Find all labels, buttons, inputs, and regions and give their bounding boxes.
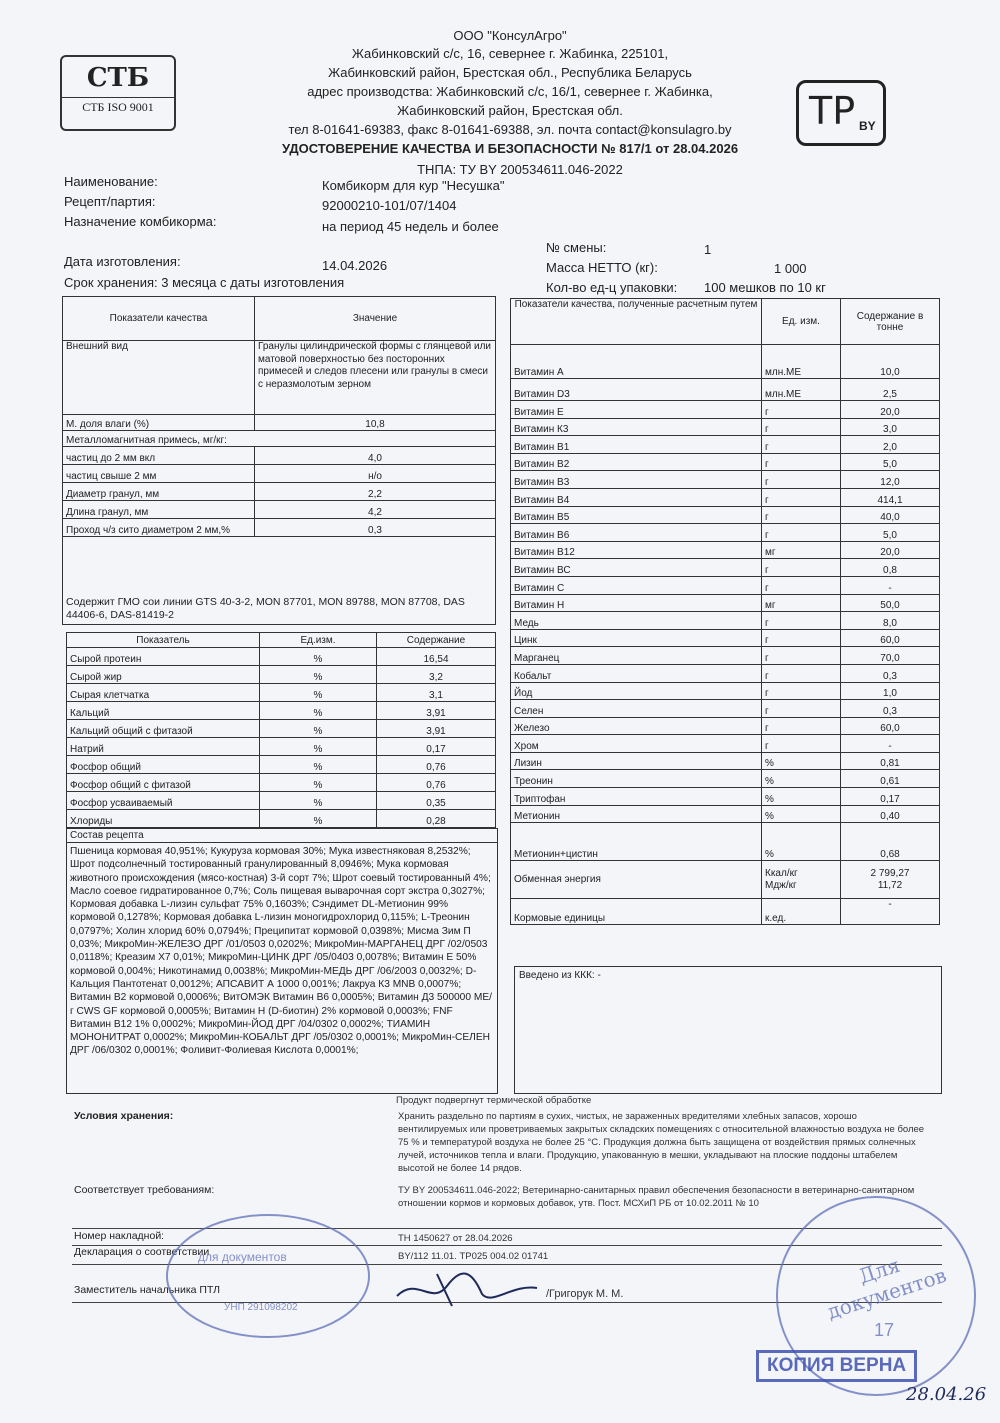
tr-sub: BY: [859, 119, 876, 133]
nutrient-name: Сырая клетчатка: [67, 684, 260, 702]
kkk-text: Введено из ККК: -: [519, 970, 601, 981]
calc-name: Витамин В6: [511, 524, 762, 542]
calc-name: Медь: [511, 612, 762, 630]
row-label: Металломагнитная примесь, мг/кг:: [63, 431, 496, 447]
calc-name: Цинк: [511, 629, 762, 647]
table-row: [511, 752, 940, 770]
calc-value: 50,0: [841, 594, 940, 612]
shift-value: 1: [704, 242, 712, 257]
row-label: частиц свыше 2 мм: [63, 465, 255, 483]
calc-unit: г: [762, 664, 841, 682]
table-row: [511, 823, 940, 861]
deputy-label: Заместитель начальника ПТЛ: [74, 1284, 221, 1296]
nutrient-value: 3,1: [377, 684, 496, 702]
calc-unit: г: [762, 576, 841, 594]
nutrient-name: Сырой протеин: [67, 648, 260, 666]
calc-unit: %: [762, 823, 841, 861]
energy-name: Обменная энергия: [511, 861, 762, 899]
calc-value: -: [841, 735, 940, 753]
calc-value: 5,0: [841, 453, 940, 471]
calc-value: 0,61: [841, 770, 940, 788]
table-row: [67, 738, 496, 756]
table-row: [67, 810, 496, 828]
stb-iso-logo: [60, 55, 176, 131]
calc-value: 12,0: [841, 471, 940, 489]
table-row: [511, 488, 940, 506]
table-row: [511, 471, 940, 489]
calc-value: 0,68: [841, 823, 940, 861]
table-row: [67, 720, 496, 738]
nutrient-unit: %: [260, 684, 377, 702]
table-row: [67, 666, 496, 684]
calc-unit: г: [762, 629, 841, 647]
calc-unit: мг: [762, 594, 841, 612]
pack-value: 100 мешков по 10 кг: [704, 280, 826, 295]
nutrient-value: 3,91: [377, 702, 496, 720]
calc-value: 70,0: [841, 647, 940, 665]
row-label: Проход ч/з сито диаметром 2 мм,%: [63, 519, 255, 537]
purpose-value: на период 45 недель и более: [322, 219, 499, 234]
calc-value: 8,0: [841, 612, 940, 630]
nutrient-unit: %: [260, 720, 377, 738]
row-label: Длина гранул, мм: [63, 501, 255, 519]
energy-value-1: 2 799,27: [870, 867, 910, 879]
calc-name: Железо: [511, 717, 762, 735]
recipe-text: Пшеница кормовая 40,951%; Кукуруза кормовая 30%; Мука известняковая 8,2532%; Шрот подсолнечный тостированный гранулированный 8,0946%; Мука кормовая животного происхождения (мясо-костная) 3-й сорт 7%; Шрот соевый тостированный 4%; Масло соевое гидратированное 0,7%; Соль пищевая выварочная сорт экстра 0,3027%; Кормовая добавка L-лизин сульфат 75% 0,1603%; Сэндимет DL-Метионин 99% кормовой 0,1278%; Кормовая добавка L-лизин моногидрохлорид 0,115%; L-Треонин 0,0797%; Холин хлорид 60% 0,0794%; Преципитат кормовой 0,0398%; Мисма Зим П 0,03%; МикроМин-ЖЕЛЕЗО ДРГ /01/0503 0,0202%; МикроМин-МАРГАНЕЦ ДРГ /02/0503 0,0118%; Креазим Х7 0,01%; МикроМин-ЦИНК ДРГ /05/0403 0,0078%; Витамин Е 50% кормовой 0,004%; Никотинамид 0,0038%; МикроМин-МЕДЬ ДРГ /06/2003 0,0032%; D-Кальция Пантотенат 0,0012%; АПСАВИТ А 1000 0,001%; Лакруа К3 MNB 0,0007%; Витамин В2 кормовой 0,0006%; ВитОМЭК Витамин В6 0,0005%; Витамин Д3 500000 МЕ/г CWS GF кормовой 0,0005%; Витамин Н (D-биотин) 2% кормовой 0,0003%; FNF Витамин В12 1% 0,0002%; МикроМин-ЙОД ДРГ /04/0302 0,0002%; ТИАМИН МОНОНИТРАТ 0,0002%; МикроМин-КОБАЛЬТ ДРГ /05/0302 0,0001%; МикроМин-СЕЛЕН ДРГ /06/0302 0,0001%; Фоливит-Фолиевая Кислота 0,0001%;: [70, 846, 492, 1057]
row-label: частиц до 2 мм вкл: [63, 447, 255, 465]
calc-value: 40,0: [841, 506, 940, 524]
calc-name: Витамин D3: [511, 379, 762, 401]
quality-table: [62, 296, 496, 625]
table-row: [67, 792, 496, 810]
table-row: [511, 576, 940, 594]
table-row: [511, 647, 940, 665]
table-row: [67, 756, 496, 774]
table-row: [63, 341, 496, 415]
table-row: [63, 431, 496, 447]
energy-values: [841, 861, 940, 899]
calc-value: 2,0: [841, 436, 940, 454]
nutrient-name: Фосфор усваиваемый: [67, 792, 260, 810]
table-row: [67, 774, 496, 792]
storage-text: Хранить раздельно по партиям в сухих, чистых, не зараженных вредителями хлебных запасов, хорошо вентилируемых или проветриваемых закрытых складских помещениях с относительной влажностью воздуха не более 75 % и температурой воздуха не более 25 °С. Продукция должна быть защищена от воздействия прямых солнечных лучей, источников тепла и влаги. Продукцию, упакованную в мешки, укладывают на плоские поддоны штабелем высотой не более 14 рядов.: [398, 1111, 925, 1174]
signature: [392, 1266, 542, 1310]
nutrient-unit: %: [260, 756, 377, 774]
appearance-label: Внешний вид: [63, 341, 255, 415]
calc-name: Витамин В1: [511, 436, 762, 454]
calc-value: 0,8: [841, 559, 940, 577]
calc-name: Витамин В3: [511, 471, 762, 489]
calc-name: Лизин: [511, 752, 762, 770]
calc-unit: г: [762, 471, 841, 489]
calc-unit: г: [762, 506, 841, 524]
calc-unit: г: [762, 700, 841, 718]
tnpa-line: ТНПА: ТУ BY 200534611.046-2022: [417, 162, 623, 177]
table-row: [511, 805, 940, 823]
nutrient-value: 0,28: [377, 810, 496, 828]
row-label: М. доля влаги (%): [63, 415, 255, 431]
stb-caption: СТБ ISO 9001: [62, 97, 174, 115]
row-label: Диаметр гранул, мм: [63, 483, 255, 501]
address-line-3: адрес производства: Жабинковский с/с, 16/1, севернее г. Жабинка,: [307, 84, 713, 99]
nutrient-unit: %: [260, 774, 377, 792]
calc-unit: г: [762, 559, 841, 577]
calc-unit: г: [762, 612, 841, 630]
kkk-box: [514, 966, 942, 1094]
calc-name: Йод: [511, 682, 762, 700]
feed-units-row: [511, 899, 940, 925]
calc-value: 1,0: [841, 682, 940, 700]
deputy-name: /Григорук М. М.: [546, 1288, 624, 1300]
table-row: [511, 594, 940, 612]
calc-unit: %: [762, 788, 841, 806]
nutrient-value: 3,2: [377, 666, 496, 684]
calc-name: Витамин Н: [511, 594, 762, 612]
row-value: 0,3: [255, 519, 496, 537]
energy-value-2: 11,72: [877, 879, 903, 891]
address-line-4: Жабинковский район, Брестская обл.: [397, 103, 623, 118]
gmo-row: [63, 537, 496, 625]
date-label: Дата изготовления:: [64, 254, 181, 269]
calc-name: Марганец: [511, 647, 762, 665]
calc-unit: г: [762, 647, 841, 665]
table-row: [511, 664, 940, 682]
nutrient-name: Фосфор общий: [67, 756, 260, 774]
table-row: [67, 684, 496, 702]
table-row: [511, 629, 940, 647]
calc-value: 0,3: [841, 664, 940, 682]
calc-name: Витамин В2: [511, 453, 762, 471]
calc-name: Витамин ВС: [511, 559, 762, 577]
nutrient-name: Кальций: [67, 702, 260, 720]
calc-unit: г: [762, 524, 841, 542]
table-row: [511, 717, 940, 735]
address-line-1: Жабинковский с/с, 16, севернее г. Жабинка, 225101,: [351, 46, 669, 61]
nutrient-value: 0,76: [377, 774, 496, 792]
mass-value: 1 000: [774, 261, 807, 276]
calc-value: -: [841, 576, 940, 594]
table-row: [63, 465, 496, 483]
name-value: Комбикорм для кур "Несушка": [322, 178, 505, 193]
nutrient-unit: %: [260, 738, 377, 756]
recipe-value: 92000210-101/07/1404: [322, 198, 457, 213]
name-label: Наименование:: [64, 174, 158, 189]
calc-value: 20,0: [841, 401, 940, 419]
table-row: [511, 379, 940, 401]
contacts-line: тел 8-01641-69383, факс 8-01641-69388, эл. почта contact@konsulagro.by: [288, 122, 732, 137]
table-row: [511, 345, 940, 379]
calc-value: 10,0: [841, 345, 940, 379]
calc-header-3: Содержание в тонне: [841, 299, 940, 345]
feed-units-unit: к.ед.: [762, 899, 841, 925]
table-row: [511, 682, 940, 700]
calc-name: Витамин Е: [511, 401, 762, 419]
table-row: [511, 506, 940, 524]
feed-units-name: Кормовые единицы: [511, 899, 762, 925]
calc-header-1: Показатели качества, полученные расчетным путем: [511, 299, 762, 345]
energy-row: [511, 861, 940, 899]
calc-value: 0,40: [841, 805, 940, 823]
handwritten-date: 28.04.26: [906, 1384, 987, 1405]
calc-name: Витамин К3: [511, 418, 762, 436]
calc-name: Хром: [511, 735, 762, 753]
declaration-label: Декларация о соответствии: [74, 1246, 210, 1258]
calc-unit: г: [762, 436, 841, 454]
calc-unit: г: [762, 682, 841, 700]
row-value: 4,0: [255, 447, 496, 465]
table-row: [511, 559, 940, 577]
nutrient-name: Кальций общий с фитазой: [67, 720, 260, 738]
nutrient-name: Фосфор общий с фитазой: [67, 774, 260, 792]
table-row: [511, 770, 940, 788]
calc-name: Витамин С: [511, 576, 762, 594]
calc-value: 414,1: [841, 488, 940, 506]
nutrient-name: Хлориды: [67, 810, 260, 828]
table-row: [511, 700, 940, 718]
table-row: [511, 788, 940, 806]
compliance-label: Соответствует требованиям:: [74, 1184, 215, 1196]
table-row: [63, 501, 496, 519]
calc-name: Витамин В4: [511, 488, 762, 506]
energy-unit-2: Мдж/кг: [765, 879, 797, 891]
nutrients-header-3: Содержание: [377, 633, 496, 648]
compliance-text: ТУ BY 200534611.046-2022; Ветеринарно-санитарных правил обеспечения безопасности в ветеринарно-санитарном отношении кормов и кормовых добавок, утв. Пост. МСХиП РБ от 10.02.2011 № 10: [398, 1185, 915, 1209]
calc-name: Витамин В12: [511, 541, 762, 559]
calc-unit: млн.МЕ: [762, 379, 841, 401]
nutrient-value: 0,76: [377, 756, 496, 774]
stamp-right-number: 17: [874, 1320, 895, 1340]
declaration-value: BY/112 11.01. ТР025 004.02 01741: [398, 1251, 549, 1262]
recipe-label: Рецепт/партия:: [64, 194, 156, 209]
table-row: [67, 648, 496, 666]
table-row: [511, 524, 940, 542]
table-row: [63, 447, 496, 465]
nutrient-value: 3,91: [377, 720, 496, 738]
nutrients-header-2: Ед.изм.: [260, 633, 377, 648]
nutrient-value: 0,35: [377, 792, 496, 810]
calc-value: 5,0: [841, 524, 940, 542]
tr-by-logo: [796, 80, 886, 146]
calc-value: 0,3: [841, 700, 940, 718]
calc-unit: г: [762, 401, 841, 419]
calc-unit: г: [762, 717, 841, 735]
calc-name: Селен: [511, 700, 762, 718]
nutrient-name: Сырой жир: [67, 666, 260, 684]
round-stamp-left: [166, 1214, 370, 1338]
invoice-label: Номер накладной:: [74, 1230, 165, 1242]
table-row: [63, 415, 496, 431]
table-row: [511, 453, 940, 471]
nutrient-unit: %: [260, 702, 377, 720]
quality-header-2: Значение: [255, 297, 496, 341]
stamp-right-text: Для документов: [824, 1252, 950, 1324]
nutrient-value: 0,17: [377, 738, 496, 756]
table-row: [511, 735, 940, 753]
calc-unit: г: [762, 488, 841, 506]
calc-unit: г: [762, 735, 841, 753]
table-row: [511, 418, 940, 436]
table-row: [63, 483, 496, 501]
nutrient-unit: %: [260, 666, 377, 684]
stb-mark: СТБ: [86, 63, 150, 93]
mass-label: Масса НЕТТО (кг):: [546, 260, 658, 275]
calc-value: 0,17: [841, 788, 940, 806]
table-row: [67, 702, 496, 720]
table-row: [511, 436, 940, 454]
nutrient-unit: %: [260, 810, 377, 828]
energy-unit-1: Ккал/кг: [765, 867, 798, 879]
nutrient-name: Натрий: [67, 738, 260, 756]
appearance-value: Гранулы цилиндрической формы с глянцевой или матовой поверхностью без посторонних примесей и следов плесени или гранулы в смеси с неразмолотым зерном: [255, 341, 496, 415]
calc-unit: мг: [762, 541, 841, 559]
nutrients-table: [66, 632, 496, 828]
table-row: [63, 519, 496, 537]
calc-value: 2,5: [841, 379, 940, 401]
calc-name: Витамин В5: [511, 506, 762, 524]
shift-label: № смены:: [546, 240, 607, 255]
calc-name: Триптофан: [511, 788, 762, 806]
calc-name: Кобальт: [511, 664, 762, 682]
nutrient-value: 16,54: [377, 648, 496, 666]
row-value: 4,2: [255, 501, 496, 519]
nutrients-header-1: Показатель: [67, 633, 260, 648]
calc-value: 3,0: [841, 418, 940, 436]
table-row: [511, 401, 940, 419]
calc-name: Витамин А: [511, 345, 762, 379]
tr-main: TP: [809, 89, 856, 133]
invoice-value: ТН 1450627 от 28.04.2026: [398, 1233, 513, 1244]
heat-treatment-note: Продукт подвергнут термической обработке: [396, 1095, 592, 1106]
calc-value: 60,0: [841, 629, 940, 647]
address-line-2: Жабинковский район, Брестская обл., Республика Беларусь: [328, 65, 692, 80]
calc-unit: г: [762, 418, 841, 436]
company-name: ООО "КонсулАгро": [453, 28, 567, 43]
date-value: 14.04.2026: [322, 258, 388, 273]
calc-value: 0,81: [841, 752, 940, 770]
calc-unit: г: [762, 453, 841, 471]
row-value: н/о: [255, 465, 496, 483]
calc-unit: %: [762, 770, 841, 788]
nutrient-unit: %: [260, 648, 377, 666]
row-value: 10,8: [255, 415, 496, 431]
nutrient-unit: %: [260, 792, 377, 810]
gmo-note: Содержит ГМО сои линии GTS 40-3-2, MON 87701, MON 89788, MON 87708, DAS 44406-6, DAS-81419-2: [63, 537, 496, 625]
certificate-title: УДОСТОВЕРЕНИЕ КАЧЕСТВА И БЕЗОПАСНОСТИ № 817/1 от 28.04.2026: [281, 141, 739, 156]
calc-name: Метионин+цистин: [511, 823, 762, 861]
energy-units: [762, 861, 841, 899]
calc-value: 20,0: [841, 541, 940, 559]
shelf-life: Срок хранения: 3 месяца с даты изготовления: [64, 275, 345, 290]
calculated-table: [510, 298, 940, 925]
recipe-box: [66, 828, 498, 1094]
pack-label: Кол-во ед-ц упаковки:: [546, 280, 678, 295]
recipe-title: Состав рецепта: [67, 829, 497, 843]
row-value: 2,2: [255, 483, 496, 501]
stamp-left-text: для документов: [198, 1250, 287, 1264]
calc-name: Метионин: [511, 805, 762, 823]
feed-units-value: -: [841, 899, 940, 925]
copy-verified-stamp: КОПИЯ ВЕРНА: [756, 1350, 917, 1382]
calc-value: 60,0: [841, 717, 940, 735]
storage-label: Условия хранения:: [74, 1110, 174, 1122]
table-row: [511, 541, 940, 559]
stamp-left-unp: УНП 291098202: [224, 1302, 298, 1313]
quality-header-1: Показатели качества: [63, 297, 255, 341]
calc-header-2: Ед. изм.: [762, 299, 841, 345]
calc-name: Треонин: [511, 770, 762, 788]
table-row: [511, 612, 940, 630]
calc-unit: млн.МЕ: [762, 345, 841, 379]
calc-unit: %: [762, 752, 841, 770]
purpose-label: Назначение комбикорма:: [64, 214, 217, 229]
calc-unit: %: [762, 805, 841, 823]
